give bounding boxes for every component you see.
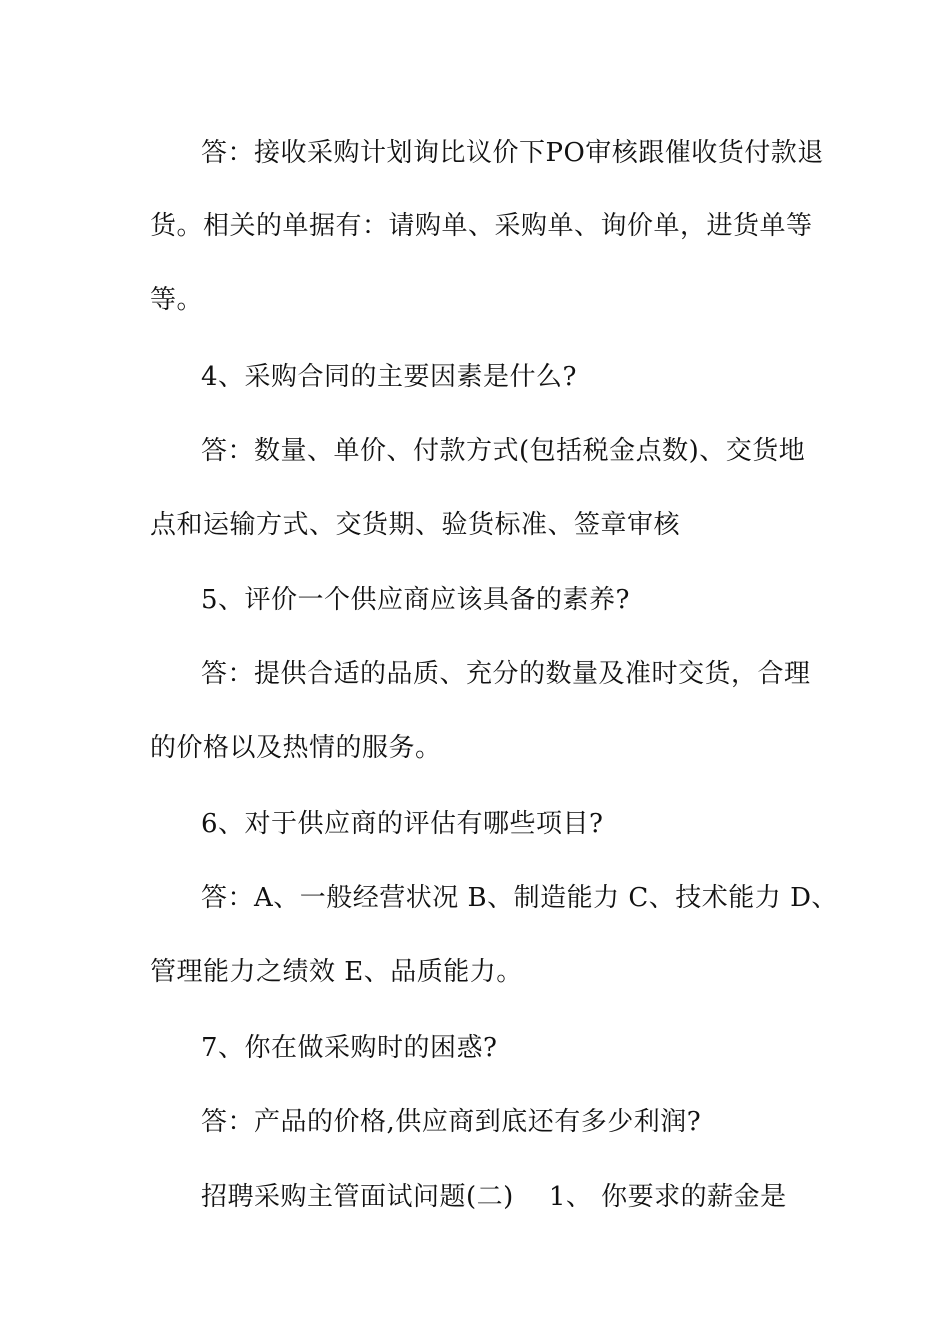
section-heading-part-2: 招聘采购主管面试问题(二) 1、 你要求的薪金是: [201, 1182, 787, 1212]
answer-3-line-2: 货。相关的单据有：请购单、采购单、询价单，进货单等: [150, 211, 813, 241]
question-5: 5、评价一个供应商应该具备的素养?: [201, 585, 630, 615]
answer-5-line-1: 答：提供合适的品质、充分的数量及准时交货，合理: [201, 659, 811, 689]
answer-7: 答：产品的价格,供应商到底还有多少利润?: [201, 1107, 702, 1137]
question-4: 4、采购合同的主要因素是什么?: [201, 362, 577, 392]
question-6: 6、对于供应商的评估有哪些项目?: [201, 809, 604, 839]
answer-6-line-1: 答：A、一般经营状况 B、制造能力 C、技术能力 D、: [201, 883, 838, 913]
answer-5-line-2: 的价格以及热情的服务。: [150, 733, 442, 763]
answer-3-line-1: 答：接收采购计划询比议价下PO审核跟催收货付款退: [201, 138, 824, 168]
question-7: 7、你在做采购时的困惑?: [201, 1033, 498, 1063]
answer-4-line-2: 点和运输方式、交货期、验货标准、签章审核: [150, 510, 681, 540]
answer-4-line-1: 答：数量、单价、付款方式(包括税金点数)、交货地: [201, 436, 806, 466]
answer-3-line-3: 等。: [150, 285, 204, 315]
answer-6-line-2: 管理能力之绩效 E、品质能力。: [150, 957, 523, 987]
